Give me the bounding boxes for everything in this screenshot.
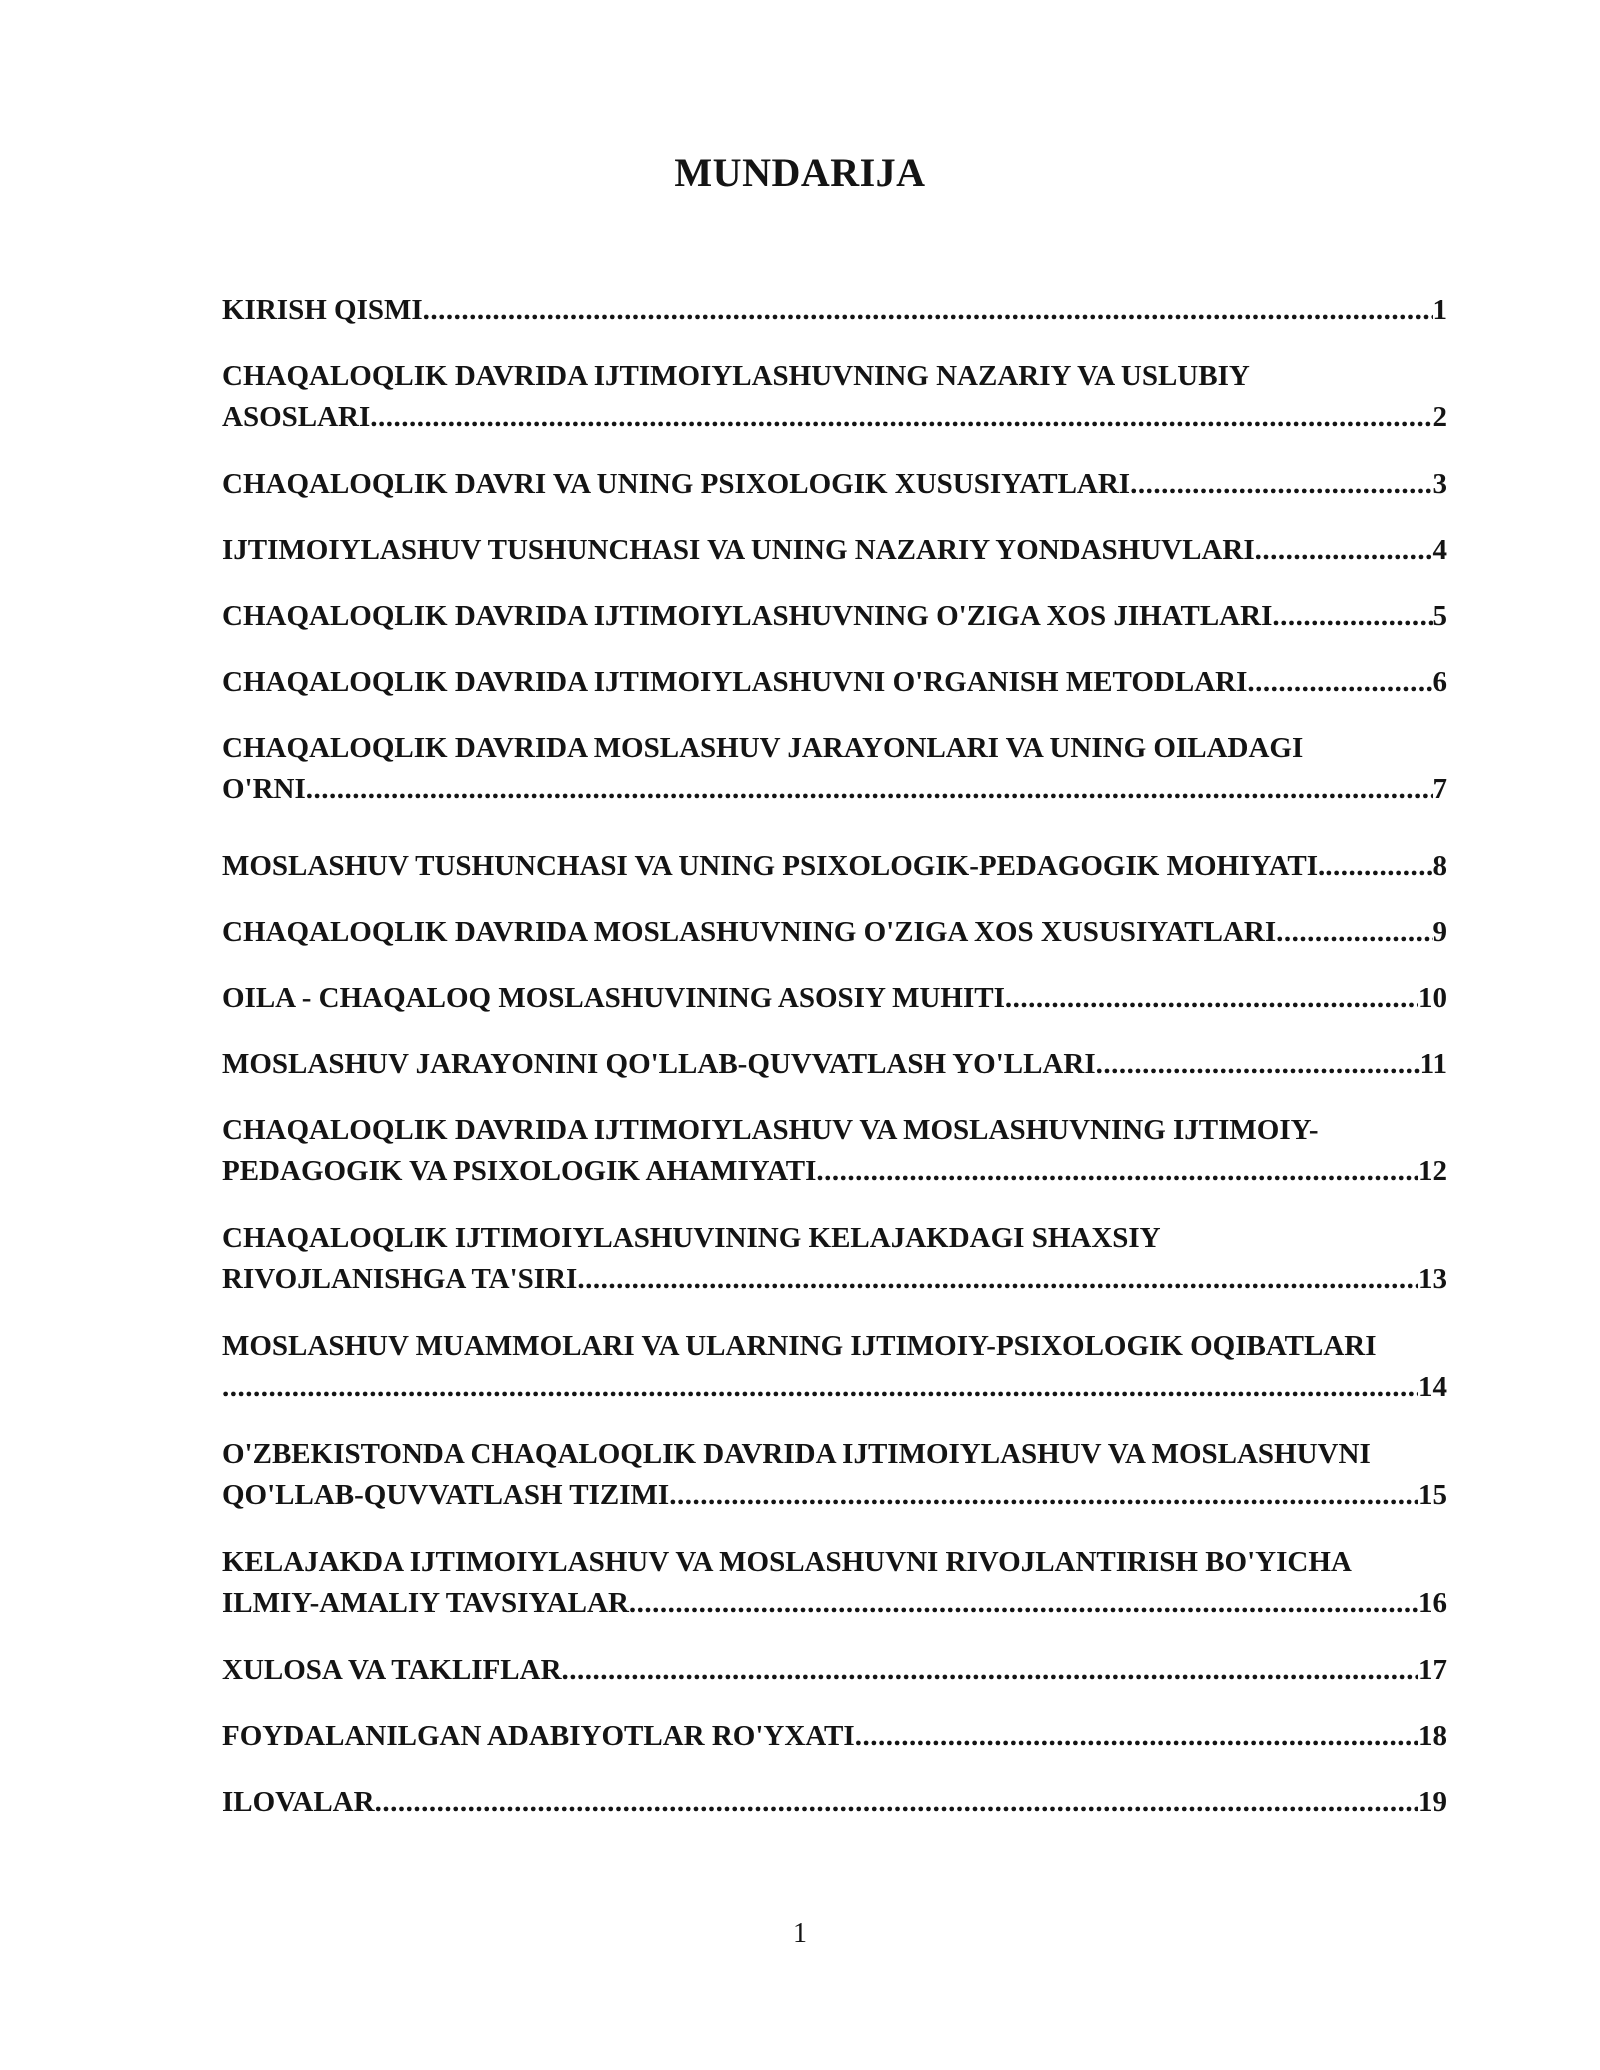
toc-entry-title: CHAQALOQLIK DAVRIDA IJTIMOIYLASHUVNING O'ZIGA XOS JIHATLARI [222,600,1273,632]
toc-entry[interactable] [222,846,1480,887]
toc-entry[interactable] [222,1716,1480,1757]
toc-entry[interactable] [222,978,1480,1019]
toc-entry-page-number: 15 [1418,1479,1447,1511]
toc-entry-title: FOYDALANILGAN ADABIYOTLAR RO'YXATI [222,1720,855,1752]
toc-entry-title: CHAQALOQLIK DAVRIDA IJTIMOIYLASHUVNI O'RGANISH METODLARI [222,666,1248,698]
page-title: MUNDARIJA [674,150,926,195]
toc-entry[interactable] [222,1542,1480,1624]
toc-entry-leader-line [222,769,1447,810]
dot-leader [370,397,1432,438]
toc-entry-page-number: 17 [1418,1654,1447,1686]
dot-leader [306,769,1433,810]
toc-entry[interactable] [222,1110,1480,1192]
toc-entry-leader-line [222,1259,1447,1300]
toc-entry-title: CHAQALOQLIK DAVRI VA UNING PSIXOLOGIK XUSUSIYATLARI [222,468,1131,500]
toc-entry-title: ILMIY-AMALIY TAVSIYALAR [222,1587,629,1619]
toc-entry-title-line: O'ZBEKISTONDA CHAQALOQLIK DAVRIDA IJTIMOIYLASHUV VA MOSLASHUVNI [222,1438,1371,1470]
toc-entry-leader-line [222,596,1447,637]
toc-entry-page-number: 14 [1418,1371,1447,1403]
dot-leader [1096,1044,1420,1085]
toc-entry-title: PEDAGOGIK VA PSIXOLOGIK AHAMIYATI [222,1155,817,1187]
toc-entry-leader-line [222,1650,1447,1691]
toc-entry[interactable] [222,1434,1480,1516]
dot-leader [1276,912,1432,953]
dot-leader [1005,978,1418,1019]
dot-leader [1325,846,1432,887]
toc-entry-title: ASOSLARI [222,401,371,433]
toc-entry-page-number: 10 [1418,982,1447,1014]
toc-entry[interactable] [222,728,1480,810]
toc-entry[interactable] [222,1044,1480,1085]
dot-leader [423,290,1433,331]
toc-entry-page-number: 13 [1418,1263,1447,1295]
toc-entry-title: IJTIMOIYLASHUV TUSHUNCHASI VA UNING NAZARIY YONDASHUVLARI [222,534,1255,566]
toc-entry-title-line: CHAQALOQLIK DAVRIDA IJTIMOIYLASHUV VA MOSLASHUVNING IJTIMOIY- [222,1114,1319,1146]
toc-entry-leader-line [222,397,1447,438]
toc-entry-page-number: 7 [1432,773,1447,805]
toc-entry[interactable] [222,1326,1480,1408]
toc-entry-leader-line [222,530,1447,571]
dot-leader [1130,464,1432,505]
toc-entry[interactable] [222,1218,1480,1300]
toc-entry[interactable] [222,1782,1480,1823]
toc-entry-leader-line [222,1044,1447,1085]
toc-entry-title: RIVOJLANISHGA TA'SIRI [222,1263,578,1295]
toc-entry-page-number: 11 [1419,1048,1447,1080]
page-number: 1 [793,1918,807,1949]
toc-entry-leader-line [222,978,1447,1019]
dot-leader [629,1583,1418,1624]
toc-entry[interactable] [222,290,1480,331]
toc-entry-page-number: 19 [1418,1786,1447,1818]
toc-entry-leader-line [222,290,1447,331]
toc-entry-leader-line [222,662,1447,703]
toc-entry-leader-line [222,1151,1447,1192]
toc-entry-page-number: 2 [1432,401,1447,433]
toc-entry[interactable] [222,464,1480,505]
toc-entry[interactable] [222,662,1480,703]
toc-entry-title-line: CHAQALOQLIK DAVRIDA IJTIMOIYLASHUVNING NAZARIY VA USLUBIY [222,360,1250,392]
dot-leader [375,1782,1418,1823]
table-of-contents [222,0,1480,1900]
toc-entry[interactable] [222,530,1480,571]
toc-entry-title: CHAQALOQLIK DAVRIDA MOSLASHUVNING O'ZIGA XOS XUSUSIYATLARI [222,916,1277,948]
toc-entry-page-number: 5 [1432,600,1447,632]
dot-leader [1247,662,1432,703]
toc-entry[interactable] [222,596,1480,637]
toc-entry-title: OILA - CHAQALOQ MOSLASHUVINING ASOSIY MUHITI [222,982,1005,1014]
toc-entry-title: MOSLASHUV JARAYONINI QO'LLAB-QUVVATLASH YO'LLARI [222,1048,1096,1080]
toc-entry-page-number: 16 [1418,1587,1447,1619]
toc-entry-title-line: CHAQALOQLIK DAVRIDA MOSLASHUV JARAYONLARI VA UNING OILADAGI [222,732,1304,764]
dot-leader [855,1716,1418,1757]
toc-entry-page-number: 4 [1432,534,1447,566]
toc-entry-page-number: 9 [1432,916,1447,948]
toc-entry-title: ILOVALAR [222,1786,375,1818]
toc-entry-page-number: 3 [1432,468,1447,500]
toc-entry-title: MOSLASHUV TUSHUNCHASI VA UNING PSIXOLOGIK-PEDAGOGIK MOHIYATI. [222,850,1326,882]
toc-entry-leader-line [222,464,1447,505]
toc-entry-leader-line [222,1367,1447,1408]
dot-leader [1255,530,1433,571]
toc-entry-leader-line [222,1475,1447,1516]
dot-leader [222,1367,1418,1408]
dot-leader [1272,596,1432,637]
toc-entry-page-number: 6 [1432,666,1447,698]
toc-entry-title-line: CHAQALOQLIK IJTIMOIYLASHUVINING KELAJAKDAGI SHAXSIY [222,1222,1161,1254]
toc-entry[interactable] [222,1650,1480,1691]
toc-entry[interactable] [222,912,1480,953]
dot-leader [562,1650,1418,1691]
toc-entry-leader-line [222,1583,1447,1624]
dot-leader [669,1475,1418,1516]
toc-entry-leader-line [222,1782,1447,1823]
toc-entry-title: XULOSA VA TAKLIFLAR [222,1654,562,1686]
toc-entry-title-line: MOSLASHUV MUAMMOLARI VA ULARNING IJTIMOIY-PSIXOLOGIK OQIBATLARI [222,1330,1377,1362]
dot-leader [816,1151,1418,1192]
toc-entry-title-line: KELAJAKDA IJTIMOIYLASHUV VA MOSLASHUVNI RIVOJLANTIRISH BO'YICHA [222,1546,1352,1578]
toc-entry-title: KIRISH QISMI [222,294,423,326]
dot-leader [577,1259,1418,1300]
toc-entry[interactable] [222,356,1480,438]
toc-entry-title: QO'LLAB-QUVVATLASH TIZIMI [222,1479,670,1511]
toc-entry-leader-line [222,1716,1447,1757]
toc-entry-page-number: 18 [1418,1720,1447,1752]
toc-entry-page-number: 12 [1418,1155,1447,1187]
toc-entry-leader-line [222,912,1447,953]
toc-entry-leader-line [222,846,1447,887]
toc-entry-page-number: 8 [1432,850,1447,882]
toc-entry-page-number: 1 [1432,294,1447,326]
toc-entry-title: O'RNI [222,773,306,805]
